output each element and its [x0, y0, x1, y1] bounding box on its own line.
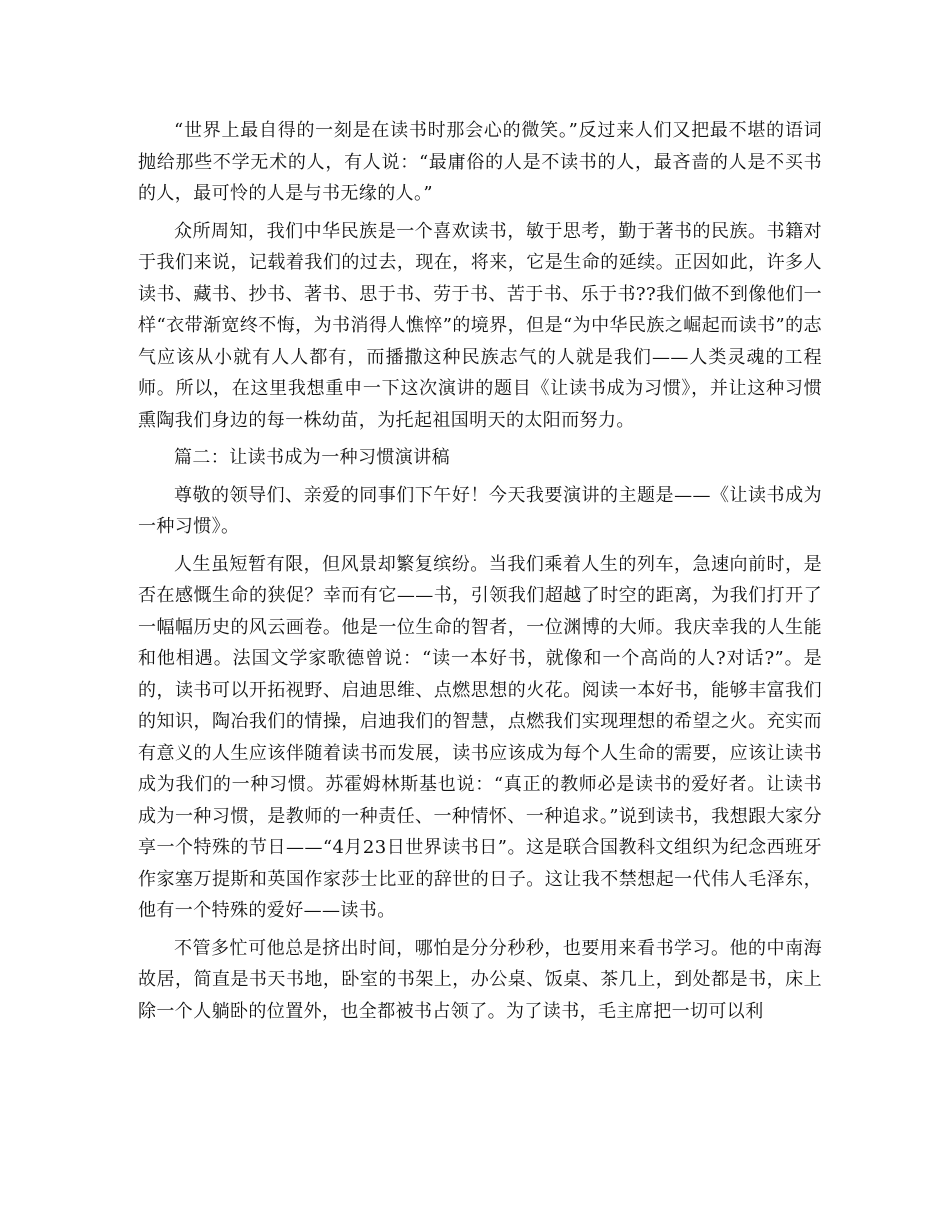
- paragraph-5: 不管多忙可他总是挤出时间，哪怕是分分秒秒，也要用来看书学习。他的中南海故居，简直是书天书地，卧室的书架上，办公桌、饭桌、茶几上，到处都是书，床上除一个人躺卧的位置外，也全都被书占领了。为了读书，毛主席把一切可以利: [138, 937, 822, 1022]
- paragraph-1: “世界上最自得的一刻是在读书时那会心的微笑。”反过来人们又把最不堪的语词抛给那些不学无术的人，有人说：“最庸俗的人是不读书的人，最吝啬的人是不买书的人，最可怜的人是与书无缘的人。”: [138, 120, 822, 204]
- paragraph-3: 尊敬的领导们、亲爱的同事们下午好！今天我要演讲的主题是——《让读书成为一种习惯》。: [138, 484, 822, 537]
- document-body: [138, 115, 822, 1033]
- paragraph-4: 人生虽短暂有限，但风景却繁复缤纷。当我们乘着人生的列车，急速向前时，是否在感慨生命的狭促？幸而有它——书，引领我们超越了时空的距离，为我们打开了一幅幅历史的风云画卷。他是一位生命的智者，一位渊博的大师。我庆幸我的人生能和他相遇。法国文学家歌德曾说：“读一本好书，就像和一个高尚的人?对话?”。是的，读书可以开拓视野、启迪思维、点燃思想的火花。阅读一本好书，能够丰富我们的知识，陶冶我们的情操，启迪我们的智慧，点燃我们实现理想的希望之火。充实而有意义的人生应该伴随着读书而发展，读书应该成为每个人生命的需要，应该让读书成为我们的一种习惯。苏霍姆林斯基也说：“真正的教师必是读书的爱好者。让读书成为一种习惯，是教师的一种责任、一种情怀、一种追求。”说到读书，我想跟大家分享一个特殊的节日——“4月23日世界读书日”。这是联合国教科文组织为纪念西班牙作家塞万提斯和英国作家莎士比亚的辞世的日子。这让我不禁想起一代伟人毛泽东，他有一个特殊的爱好——读书。: [138, 553, 822, 921]
- paragraph-2: 众所周知，我们中华民族是一个喜欢读书，敏于思考，勤于著书的民族。书籍对于我们来说，记载着我们的过去，现在，将来，它是生命的延续。正因如此，许多人读书、藏书、抄书、著书、思于书、劳于书、苦于书、乐于书??我们做不到像他们一样“衣带渐宽终不悔，为书消得人憔悴”的境界，但是“为中华民族之崛起而读书”的志气应该从小就有人人都有，而播撒这种民族志气的人就是我们——人类灵魂的工程师。所以，在这里我想重申一下这次演讲的题目《让读书成为习惯》，并让这种习惯熏陶我们身边的每一株幼苗，为托起祖国明天的太阳而努力。: [138, 220, 822, 431]
- section-title: 篇二：让读书成为一种习惯演讲稿: [174, 447, 450, 468]
